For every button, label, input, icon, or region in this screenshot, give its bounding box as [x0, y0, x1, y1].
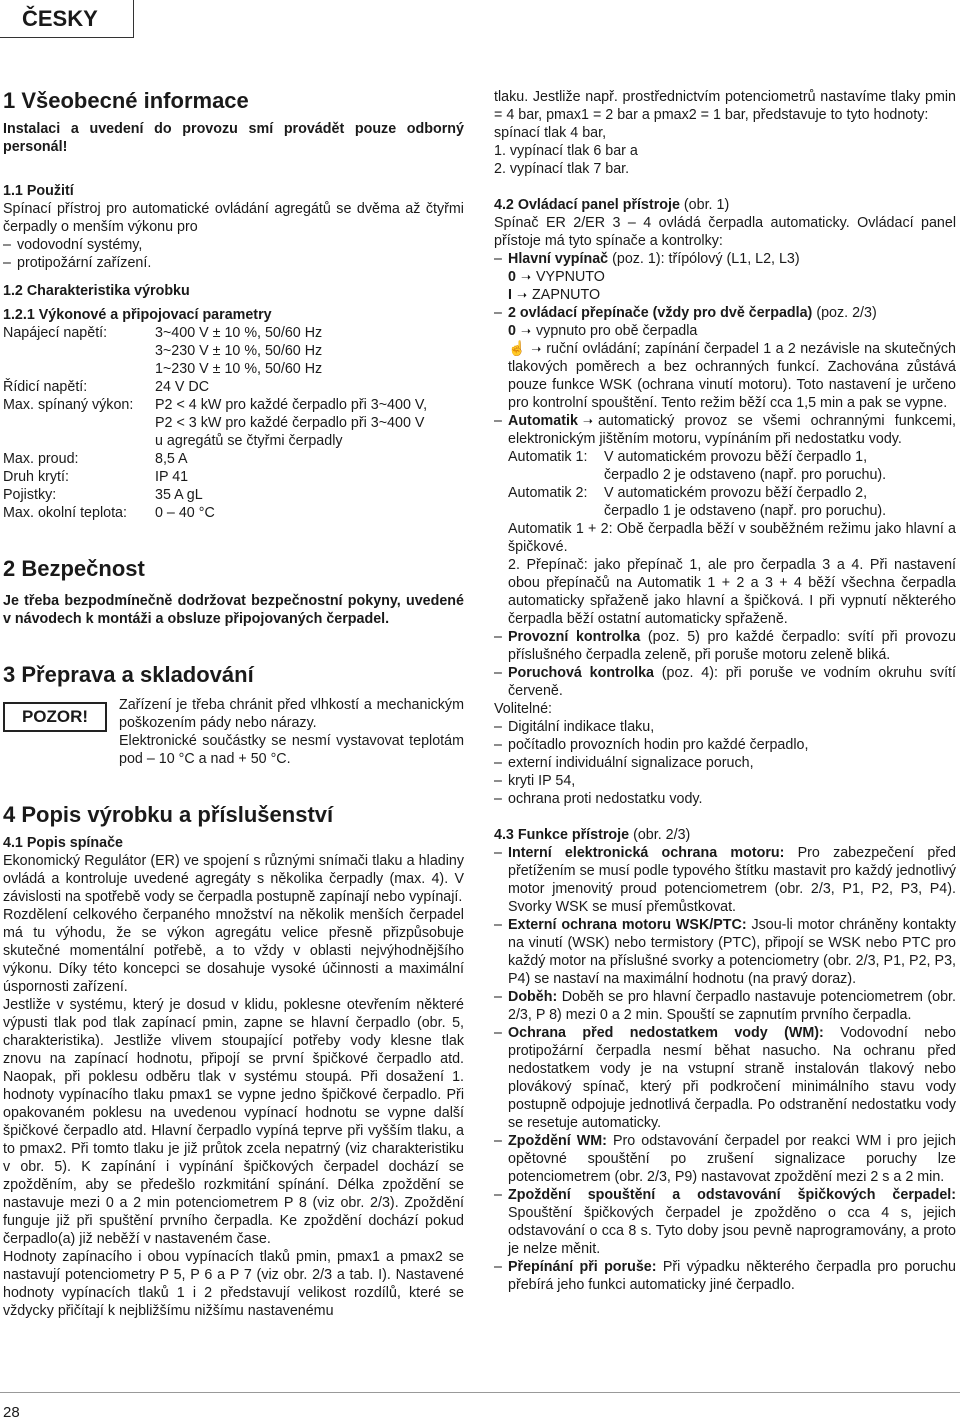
param-row: Řídicí napětí: 24 V DC: [3, 379, 210, 395]
switch2-line: 2. Přepínač: jako přepínač 1, ale pro čerpadla 3 a 4. Při nastavení obou přepínačů na Automatik 1 + 2 a 3 + 4 běží všechna čerpadla automaticky spřaženě jako hlavní a špičková. I při vypnutí některého čerpadla běží ostatní automaticky spřaženě.: [508, 557, 956, 627]
s11-text: Spínací přístroj pro automatické ovládání agregátů se dvěma až čtyřmi čerpadly o menším výkonu pro: [3, 201, 464, 235]
off-line: 0 ➝ VYPNUTO: [508, 269, 605, 285]
list-item: – Poruchová kontrolka (poz. 4): při poruše ve vodním okruhu svítí červeně.: [494, 665, 956, 699]
list-item: – 2 ovládací přepínače (vždy pro dvě čerpadla) (poz. 2/3): [494, 305, 877, 321]
s41-p1: Ekonomický Regulátor (ER) ve spojení s různými snímači tlaku a hladiny ovládá a kontroluje uvedené agregáty s několika čerpadly (max. 4). V závislosti na spotřebě vody se čerpadla postupně zapínají nebo vypínají.: [3, 853, 464, 905]
value-line: 2. vypínací tlak 7 bar.: [494, 161, 630, 177]
list-item: – kryti IP 54,: [494, 773, 576, 789]
list-item: – externí individuální signalizace poruch,: [494, 755, 754, 771]
param-row: Max. okolní teplota: 0 – 40 °C: [3, 505, 215, 521]
s121-title: 1.2.1 Výkonové a připojovací parametry: [3, 307, 272, 323]
list-item: – Provozní kontrolka (poz. 5) pro každé čerpadlo: svítí při provozu příslušného čerpadla zeleně, při poruše motoru zeleně bliká.: [494, 629, 956, 663]
param-row: Max. proud: 8,5 A: [3, 451, 188, 467]
list-item: – Zpoždění spouštění a odstavování špičkových čerpadel: Spouštění špičkových čerpadel je zpožděno o cca 4 s, jejich odstavování o cca 8 s. Tyto doby jsou pevně naprogramovány, a proto je nelze měnit.: [494, 1187, 956, 1257]
s41-p3: Jestliže v systému, který je dosud v klidu, poklesne otevřením některé výpusti tlak pod tlak zapínací pmin, zapne se hlavní čerpadlo (obr. 5, charakteristika). Jestliže vlivem stoupající potřeby vody klesne tlak znovu na zapínací hodnotu, připojí se první špičkové čerpadlo atd. Naopak, při poklesu odběru tlak v systému stoupá. Při dosažení 1. hodnoty vypínacího tlaku pmax1 se vypne jedno špičkové čerpadlo. Při opakovaném poklesu na uvedenou vypínací hodnotu se vypne další špičkové čerpadlo atd. Hlavní čerpadlo vypíná teprve při vyšším tlaku, a to pmax2. Při tomto tlaku je již průtok zcela nepatrný (viz charakteristiku v obr. 5). K zapínání i vypínání špičkových čerpadel dochází se zpožděním, aby se předešlo rozkmitání spínání. Délka zpoždění se nastavuje mezi 0 a 2 min potenciometrem P 8 (viz obr. 2/3). Zpoždění funguje již při spuštění prvního čerpadla. Ke zpoždění dochází pokud čerpadlo(a) již neběží v nastaveném čase.: [3, 997, 464, 1247]
s42-text: Spínač ER 2/ER 3 – 4 ovládá čerpadla automaticky. Ovládací panel přístoje má tyto spínače a kontrolky:: [494, 215, 956, 249]
list-item: – Interní elektronická ochrana motoru: Pro zabezpečení před přetížením se musí podle typového štítku mastavit pro každý jednotlivý motor jmenovitý proud potenciometrem (obr. 2/3, P1, P2, P3, P4). Svorky WSK se musí přemůstkovat.: [494, 845, 956, 915]
on-line: I ➝ ZAPNUTO: [508, 287, 601, 303]
s12-title: 1.2 Charakteristika výrobku: [3, 283, 190, 299]
list-item: – Automatik ➝ automatický provoz se všemi ochrannými funkcemi, elektronickým jištěním motoru, vypínáním při nedostatku vody.: [494, 413, 956, 447]
warning-label: POZOR!: [3, 702, 107, 732]
list-item: – Doběh: Doběh se pro hlavní čerpadlo nastavuje potenciometrem (obr. 2/3, P 8) mezi 0 a 2 min. Spouští se zapnutím prvního čerpadla.: [494, 989, 956, 1023]
list-item: – Ochrana před nedostatkem vody (WM): Vodovodní nebo protipožární čerpadla nesmí běhat nasucho. Na ochranu před nedostatkem vody je na vstupní straně instalován tlakový nebo plovákový spínač, který při podkročení minimálního stavu vody postupně odpojuje jednotlivá čerpadla. Po odstranění nedostatku vody se resetuje automaticky.: [494, 1025, 956, 1131]
s43-heading: 4.3 Funkce přístroje (obr. 2/3): [494, 827, 691, 843]
hand-line: ☝ ➝ ruční ovládání; zapínání čerpadel 1 a 2 nezávisle na skutečných tlakových poměrech a bez ochranných funkcí. Zachována zůstává pouze funkce WSK (ochrana vinutí motoru). Toto nastavení je určeno pro kontrolní spouštění. Tento režim běží cca 1,5 min a pak se vypne.: [508, 341, 956, 411]
param-row: 1~230 V ± 10 %, 50/60 Hz: [155, 361, 323, 377]
footer-divider: [0, 1392, 960, 1393]
zero-line: 0 ➝ vypnuto pro obě čerpadla: [508, 323, 698, 339]
s41-p4: Hodnoty zapínacího i obou vypínacích tlaků pmin, pmax1 a pmax2 se nastavují potenciometry P 5, P 6 a P 7 (viz obr. 2/3 a tab. I). Nastavené hodnoty vypínacích tlaků 1 i 2 představují velikost rozdílů, které se vždycky přičítají k nejbližšímu nižšímu nastavenému: [3, 1249, 464, 1319]
right-column: [494, 88, 956, 1294]
auto1-row: Automatik 1: V automatickém provozu běží čerpadlo 1, čerpadlo 2 je odstaveno (např. pro poruchu).: [508, 449, 887, 483]
auto2-row: Automatik 2: V automatickém provozu běží čerpadlo 2, čerpadlo 1 je odstaveno (např. pro poruchu).: [508, 485, 887, 519]
param-row: P2 < 3 kW pro každé čerpadlo při 3~400 V: [155, 415, 425, 431]
param-row: Pojistky: 35 A gL: [3, 487, 203, 503]
list-item: – Hlavní vypínač (poz. 1): třípólový (L1, L2, L3): [494, 251, 800, 267]
warning-text-1: Zařízení je třeba chránit před vlhkostí a mechanickým poškozením pády nebo nárazy.: [119, 697, 464, 731]
param-row: u agregátů se čtyřmi čerpadly: [155, 433, 343, 449]
section-2-title: 2 Bezpečnost: [3, 556, 145, 581]
s41-title: 4.1 Popis spínače: [3, 835, 123, 851]
page-number: 28: [3, 1404, 20, 1421]
param-row: Napájecí napětí: 3~400 V ± 10 %, 50/60 Hz: [3, 325, 323, 341]
list-item: – protipožární zařízení.: [3, 255, 152, 271]
hand-icon: ☝: [508, 341, 527, 357]
section-4-title: 4 Popis výrobku a příslušenství: [3, 802, 334, 827]
language-tab: ČESKY: [0, 0, 134, 38]
section-1-title: 1 Všeobecné informace: [3, 88, 249, 113]
warning-block: [3, 692, 464, 768]
section-3-title: 3 Přeprava a skladování: [3, 662, 254, 687]
param-row: Druh krytí: IP 41: [3, 469, 189, 485]
value-line: 1. vypínací tlak 6 bar a: [494, 143, 638, 159]
s1-intro: Instalaci a uvedení do provozu smí provádět pouze odborný personál!: [3, 121, 464, 155]
params-table: [3, 324, 464, 522]
list-item: – Přepínání při poruše: Při výpadku některého čerpadla pro poruchu přebírá jeho funkci automaticky jiné čerpadlo.: [494, 1259, 956, 1293]
value-line: spínací tlak 4 bar,: [494, 125, 607, 141]
list-item: – Zpoždění WM: Pro odstavování čerpadel por reakci WM i pro jejich opětovné spouštění po zrušení signalizace poruchy lze potenciometrem (obr. 2/3, P9) nastavovat zpoždění mezi 2 s a 2 min.: [494, 1133, 956, 1185]
p-continuation: tlaku. Jestliže např. prostřednictvím potenciometrů nastavíme tlaky pmin = 4 bar, pmax1 = 2 bar a pmax2 = 1 bar, představuje to tyto hodnoty:: [494, 89, 956, 123]
s2-text: Je třeba bezpodmínečně dodržovat bezpečnostní pokyny, uvedené v návodech k montáži a obsluze připojovaných čerpadel.: [3, 593, 464, 627]
auto12-line: Automatik 1 + 2: Obě čerpadla běží v souběžném režimu jako hlavní a špičkové.: [508, 521, 956, 555]
s42-heading: 4.2 Ovládací panel přístroje (obr. 1): [494, 197, 730, 213]
list-item: – ochrana proti nedostatku vody.: [494, 791, 703, 807]
s41-p2: Rozdělení celkového čerpaného množství na několik menších čerpadel má tu výhodu, že se výkon agregátu velice přesně přizpůsobuje skutečné momentální potřebě, a to vždy v oblasti nejvýhodnějšího výkonu. Díky této koncepci se dosahuje vysoké účinnosti a maximální úspornosti zařízení.: [3, 907, 464, 995]
param-row: Max. spínaný výkon: P2 < 4 kW pro každé čerpadlo při 3~400 V,: [3, 397, 428, 413]
list-item: – počítadlo provozních hodin pro každé čerpadlo,: [494, 737, 809, 753]
s11-title: 1.1 Použití: [3, 183, 74, 199]
list-item: – Externí ochrana motoru WSK/PTC: Jsou-li motor chráněny kontakty na vinutí (WSK) nebo termistory (PTC), připojí se WSK nebo PTC pro každý motor na příslušné svorky a potenciometry (obr. 2/3, P1, P2, P3, P4) se nastaví na maximální hodnotu (na pravý doraz).: [494, 917, 956, 987]
left-column: [3, 88, 464, 1320]
param-row: 3~230 V ± 10 %, 50/60 Hz: [155, 343, 323, 359]
warning-text-2: Elektronické součástky se nesmí vystavovat teplotám pod – 10 °C a nad + 50 °C.: [119, 733, 464, 767]
list-item: – Digitální indikace tlaku,: [494, 719, 655, 735]
optional-title: Volitelné:: [494, 701, 553, 717]
list-item: – vodovodní systémy,: [3, 237, 143, 253]
